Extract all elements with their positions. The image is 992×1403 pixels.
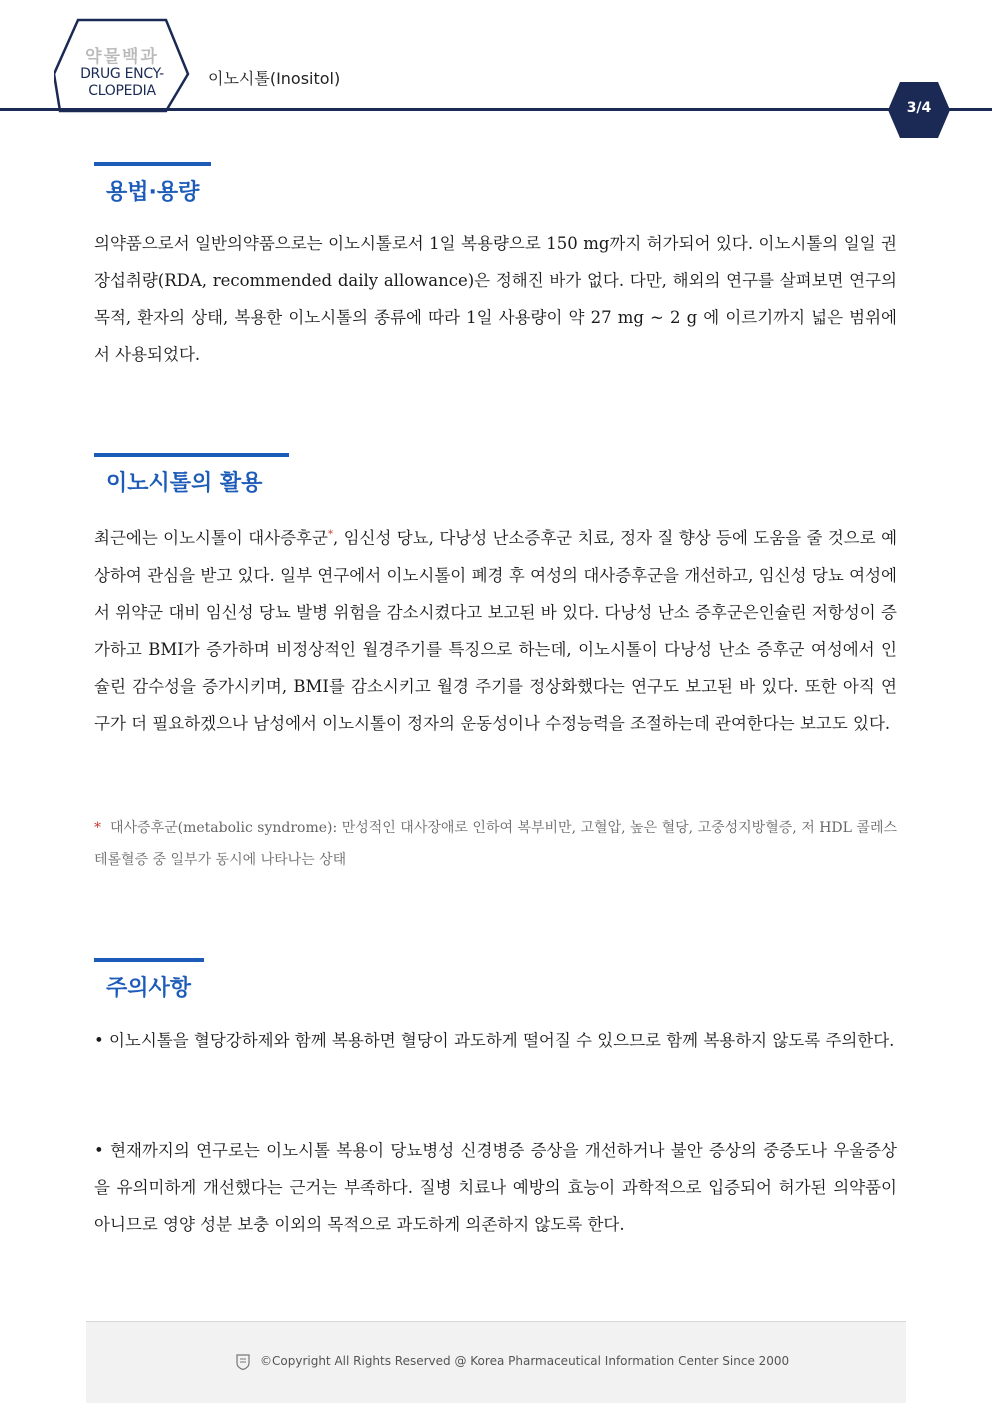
section-bar-caution xyxy=(94,958,204,962)
document-title: 이노시톨(Inositol) xyxy=(208,69,341,88)
paragraph-dosage: 의약품으로서 일반의약품으로는 이노시톨로서 1일 복용량으로 150 mg까지 허가되어 있다. 이노시톨의 일일 권장섭취량(RDA, recommended daily allowance)은 정해진 바가 없다. 다만, 해외의 연구를 살펴보면 연구의 목적, 환자의 상태, 복용한 이노시톨의 종류에 따라 1일 사용량이 약 27 mg ~ 2 g 에 이르기까지 넓은 범위에서 사용되었다. xyxy=(94,234,897,364)
section-title-usage: 이노시톨의 활용 xyxy=(106,471,263,496)
footnote-text: 대사증후군(metabolic syndrome): 만성적인 대사장애로 인하여 복부비만, 고혈압, 높은 혈당, 고중성지방혈증, 저 HDL 콜레스테롤혈증 중 일부가 동시에 나타나는 상태 xyxy=(94,820,898,868)
crest-icon xyxy=(236,1354,250,1370)
paragraph-usage xyxy=(94,516,897,742)
paragraph-caution-2: • 현재까지의 연구로는 이노시톨 복용이 당뇨병성 신경병증 증상을 개선하거나 불안 증상의 중증도나 우울증상을 유의미하게 개선했다는 근거는 부족하다. 질병 치료나 예방의 효능이 과학적으로 입증되어 허가된 의약품이 아니므로 영양 성분 보충 이외의 목적으로 과도하게 의존하지 않도록 한다. xyxy=(94,1141,897,1234)
paragraph-caution-1: • 이노시톨을 혈당강하제와 함께 복용하면 혈당이 과도하게 떨어질 수 있으므로 함께 복용하지 않도록 주의한다. xyxy=(94,1031,895,1050)
paragraph-usage-rest: , 임신성 당뇨, 다낭성 난소증후군 치료, 정자 질 향상 등에 도움을 줄 것으로 예상하여 관심을 받고 있다. 일부 연구에서 이노시톨이 폐경 후 여성의 대사증후군을 개선하고, 임신성 당뇨 여성에서 위약군 대비 임신성 당뇨 발병 위험을 감소시켰다고 보고된 바 있다. 다낭성 난소 증후군은인슐린 저항성이 증가하고 BMI가 증가하며 비정상적인 월경주기를 특징으로 하는데, 이노시톨이 다낭성 난소 증후군 여성에서 인슐린 감수성을 증가시키며, BMI를 감소시키고 월경 주기를 정상화했다는 연구도 보고된 바 있다. 또한 아직 연구가 더 필요하겠으나 남성에서 이노시톨이 정자의 운동성이나 수정능력을 조절하는데 관여한다는 보고도 있다. xyxy=(94,528,898,733)
footnote xyxy=(94,812,897,876)
header-divider xyxy=(0,108,992,111)
section-bar-usage xyxy=(94,453,289,457)
page-number: 3/4 xyxy=(906,100,932,116)
copyright-text: ©Copyright All Rights Reserved @ Korea Pharmaceutical Information Center Since 2000 xyxy=(260,1354,790,1368)
logo-korean: 약물백과 xyxy=(85,47,159,67)
logo-english xyxy=(72,66,172,100)
footnote-mark: * xyxy=(327,529,333,540)
section-title-dosage: 용법·용량 xyxy=(106,180,200,205)
paragraph-usage-lead: 최근에는 이노시톨이 대사증후군 xyxy=(94,528,328,548)
section-title-caution: 주의사항 xyxy=(106,976,192,1001)
footnote-star: * xyxy=(94,820,101,836)
section-bar-dosage xyxy=(94,162,211,166)
logo-english-line1: DRUG ENCY- xyxy=(80,66,164,82)
logo-english-line2: CLOPEDIA xyxy=(88,83,156,99)
footer-divider xyxy=(86,1321,906,1322)
